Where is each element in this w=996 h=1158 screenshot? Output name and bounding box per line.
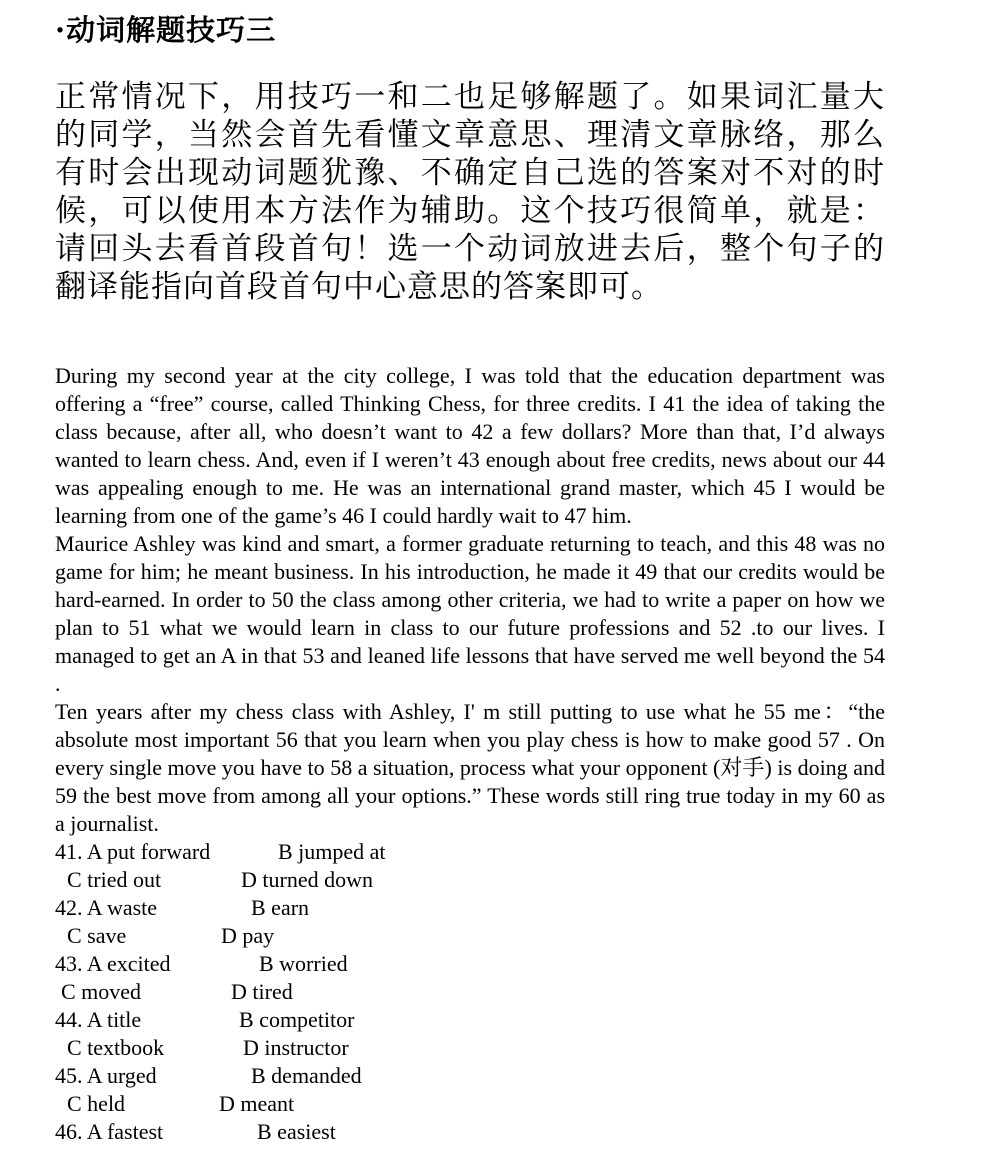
passage-paragraph-1: During my second year at the city college, I was told that the education department was offering a “free” course, called Thinking Chess, for three credits. I 41 the idea of taking the class because, after all, who doesn’t want to 42 a few dollars? More than that, I’d always wanted to learn chess. And, even if I weren’t 43 enough about free credits, news about our 44 was appealing enough to me. He was an international grand master, which 45 I would be learning from one of the game’s 46 I could hardly wait to 47 him. <box>55 363 885 528</box>
intro-paragraph: 正常情况下，用技巧一和二也足够解题了。如果词汇量大的同学，当然会首先看懂文章意思、理清文章脉络，那么有时会出现动词题犹豫、不确定自己选的答案对不对的时候，可以使用本方法作为辅助。这个技巧很简单，就是：请回头去看首段首句！选一个动词放进去后，整个句子的翻译能指向首段首句中心意思的答案即可。 <box>55 79 885 305</box>
option-text: C tried out <box>67 867 162 892</box>
page-title: ·动词解题技巧三 <box>55 13 277 47</box>
option-text: 46. A fastest <box>55 1119 164 1144</box>
option-text: B competitor <box>239 1007 355 1032</box>
passage-paragraph-3: Ten years after my chess class with Ashley, I' m still putting to use what he 55 me：“the absolute most important 56 that you learn when you play chess is how to make good 57 . On every single move you have to 58 a situation, process what your opponent (对手) is doing and 59 the best move from among all your options.” These words still ring true today in my 60 as a journalist. <box>55 699 885 836</box>
option-text: D meant <box>219 1091 295 1116</box>
passage-paragraph-2: Maurice Ashley was kind and smart, a former graduate returning to teach, and this 48 was no game for him; he meant business. In his introduction, he made it 49 that our credits would be hard-earned. In order to 50 the class among other criteria, we had to write a paper on how we plan to 51 what we would learn in class to our future professions and 52 .to our lives. I managed to get an A in that 53 and leaned life lessons that have served me well beyond the 54 . <box>55 531 885 696</box>
option-text: B demanded <box>251 1063 362 1088</box>
option-text: 45. A urged <box>55 1063 157 1088</box>
option-text: B earn <box>251 895 310 920</box>
option-text: D tired <box>231 979 293 1004</box>
question-41-row-1 <box>55 838 885 866</box>
question-42-row-2 <box>55 922 885 950</box>
option-text: 41. A put forward <box>55 839 211 864</box>
option-text: 43. A excited <box>55 951 171 976</box>
question-41-row-2 <box>55 866 885 894</box>
question-44-row-2 <box>55 1034 885 1062</box>
question-43-row-1 <box>55 950 885 978</box>
option-text: B jumped at <box>278 839 386 864</box>
option-text: B worried <box>259 951 348 976</box>
question-44-row-1 <box>55 1006 885 1034</box>
option-text: 44. A title <box>55 1007 142 1032</box>
option-text: D instructor <box>243 1035 349 1060</box>
option-text: D pay <box>221 923 275 948</box>
option-text: C save <box>67 923 127 948</box>
option-text: B easiest <box>257 1119 336 1144</box>
option-text: D turned down <box>241 867 373 892</box>
question-46-row-1 <box>55 1118 885 1146</box>
question-45-row-1 <box>55 1062 885 1090</box>
options-list <box>55 838 885 1146</box>
passage <box>55 362 885 1146</box>
question-45-row-2 <box>55 1090 885 1118</box>
question-43-row-2 <box>55 978 885 1006</box>
option-text: C held <box>67 1091 126 1116</box>
option-text: C textbook <box>67 1035 165 1060</box>
option-text: 42. A waste <box>55 895 158 920</box>
question-42-row-1 <box>55 894 885 922</box>
option-text: C moved <box>61 979 142 1004</box>
